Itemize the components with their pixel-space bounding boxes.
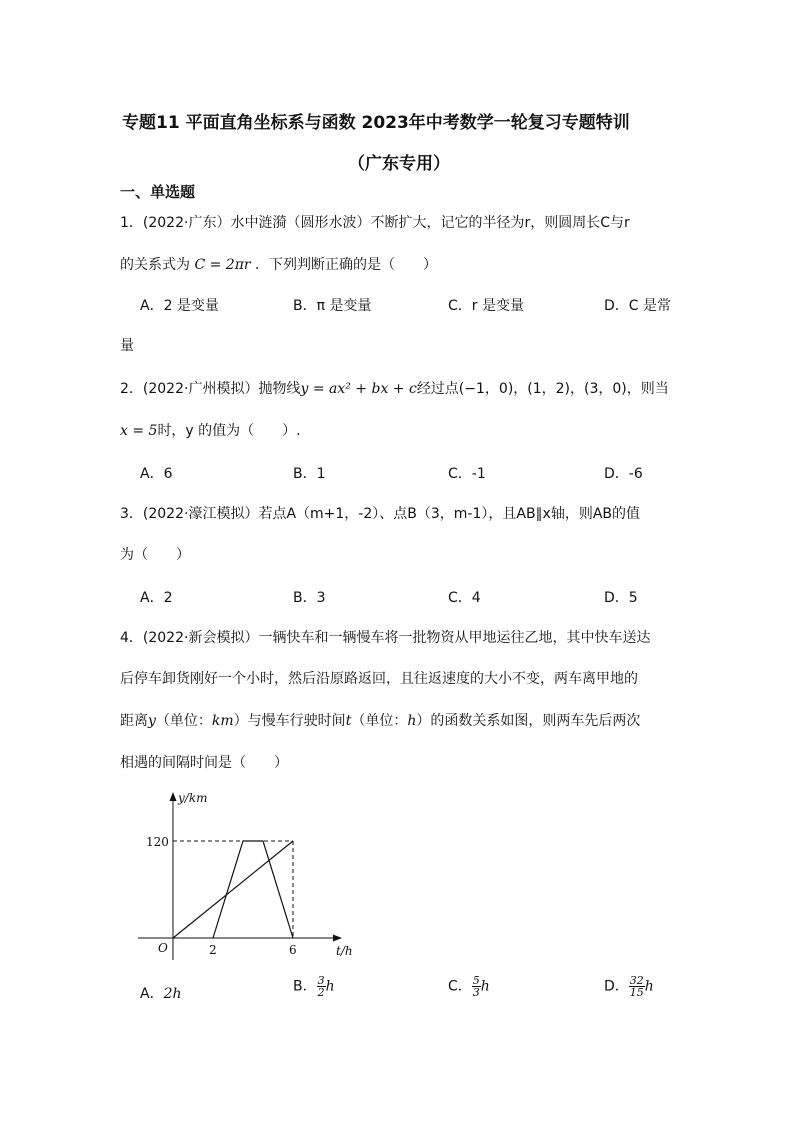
- question-3-option-b[interactable]: B．3: [293, 590, 326, 606]
- section-heading: 一、单选题: [120, 183, 196, 201]
- q4-option-a-label: A．: [140, 986, 164, 1002]
- x-tick-label-2: 2: [209, 943, 217, 957]
- question-1-option-d-wrap: 量: [120, 338, 134, 354]
- question-4-option-d[interactable]: [604, 975, 654, 998]
- q4-unit-km: km: [211, 713, 234, 729]
- question-1-line-2: [120, 254, 437, 274]
- distance-time-graph: [130, 788, 370, 968]
- y-axis-arrow: [170, 792, 177, 801]
- q4-var-t: t: [345, 713, 352, 729]
- q4-option-c-unit: h: [480, 978, 490, 995]
- question-1-text: 的关系式为: [120, 257, 195, 273]
- q4-var-y: y: [148, 713, 156, 729]
- y-tick-label-120: 120: [146, 835, 169, 849]
- q4-text-g: （单位：: [351, 713, 408, 729]
- series-line-1: [213, 841, 293, 938]
- origin-label: O: [158, 941, 168, 955]
- document-title: 专题11 平面直角坐标系与函数 2023年中考数学一轮复习专题特训: [122, 113, 630, 133]
- x-axis-label: t/h: [336, 944, 353, 958]
- q4-option-b-den: 2: [317, 986, 325, 999]
- q4-option-a-value: 2h: [163, 986, 182, 1002]
- question-2-points: 经过点(−1，0)，(1，2)，(3，0)，则当: [416, 381, 669, 397]
- question-3-line-2: 为（ ）: [120, 547, 190, 563]
- question-2-line-2: [120, 420, 301, 440]
- question-2-formula: y = ax² + bx + c: [300, 381, 417, 397]
- question-3-option-d[interactable]: D．5: [604, 590, 638, 606]
- question-3-line-1: 3．(2022·濠江模拟）若点A（m+1，-2）、点B（3，m-1），且AB∥x轴，则AB的值: [120, 506, 641, 522]
- question-2-condition: x = 5: [120, 423, 158, 439]
- q4-text-i: ）的函数关系如图，则两车先后两次: [416, 713, 641, 729]
- y-axis-label: y/km: [178, 791, 208, 805]
- q4-option-d-unit: h: [644, 978, 654, 995]
- question-2-line-1: [120, 378, 669, 398]
- q4-option-c-den: 3: [472, 986, 480, 999]
- q4-option-c-fraction: [472, 975, 481, 998]
- question-2-option-c[interactable]: C．-1: [448, 466, 486, 482]
- question-2-option-b[interactable]: B．1: [293, 466, 326, 482]
- q4-option-c-num: 5: [472, 974, 480, 987]
- q4-option-d-label: D．: [604, 978, 629, 995]
- q4-option-b-unit: h: [325, 978, 335, 995]
- question-1-option-a[interactable]: A．2 是变量: [140, 298, 219, 314]
- series-line-0: [173, 841, 293, 938]
- question-2-option-a[interactable]: A．6: [140, 466, 173, 482]
- q4-text-e: ）与慢车行驶时间: [233, 713, 346, 729]
- q4-option-d-fraction: [629, 975, 645, 998]
- q4-option-c-label: C．: [448, 978, 472, 995]
- q4-option-b-fraction: [317, 975, 326, 998]
- q4-text-a: 距离: [120, 713, 148, 729]
- x-tick-label-6: 6: [289, 943, 297, 957]
- q4-text-c: （单位：: [155, 713, 212, 729]
- question-4-option-a[interactable]: [140, 983, 182, 1003]
- question-4-option-b[interactable]: [293, 975, 335, 998]
- question-2-text-end: 时，y 的值为（ ）.: [157, 423, 301, 439]
- question-1-formula: C = 2πr: [194, 257, 251, 273]
- question-2-option-d[interactable]: D．-6: [604, 466, 643, 482]
- question-1-option-b[interactable]: B．π 是变量: [293, 298, 372, 314]
- q4-option-d-den: 15: [629, 986, 644, 999]
- question-4-line-2: 后停车卸货刚好一个小时，然后沿原路返回，且往返速度的大小不变，两车离甲地的: [120, 671, 638, 687]
- question-1-line-1: 1．(2022·广东）水中涟漪（圆形水波）不断扩大，记它的半径为r，则圆周长C与r: [120, 215, 630, 231]
- question-4-line-1: 4．(2022·新会模拟）一辆快车和一辆慢车将一批物资从甲地运往乙地，其中快车送达: [120, 630, 651, 646]
- document-subtitle: （广东专用）: [348, 154, 450, 174]
- q4-unit-h: h: [407, 713, 417, 729]
- q4-option-d-num: 32: [629, 974, 644, 987]
- question-3-option-a[interactable]: A．2: [140, 590, 173, 606]
- q4-option-b-num: 3: [317, 974, 325, 987]
- question-3-option-c[interactable]: C．4: [448, 590, 481, 606]
- q4-option-b-label: B．: [293, 978, 317, 995]
- question-4-line-4: 相遇的间隔时间是（ ）: [120, 755, 288, 771]
- question-4-line-3: [120, 710, 640, 730]
- question-1-text-end: ．下列判断正确的是（ ）: [250, 257, 438, 273]
- question-1-option-c[interactable]: C．r 是变量: [448, 298, 524, 314]
- question-4-option-c[interactable]: [448, 975, 490, 998]
- x-axis-arrow: [333, 935, 342, 942]
- question-1-option-d[interactable]: D．C 是常: [604, 298, 672, 314]
- question-2-text: 2．(2022·广州模拟）抛物线: [120, 381, 301, 397]
